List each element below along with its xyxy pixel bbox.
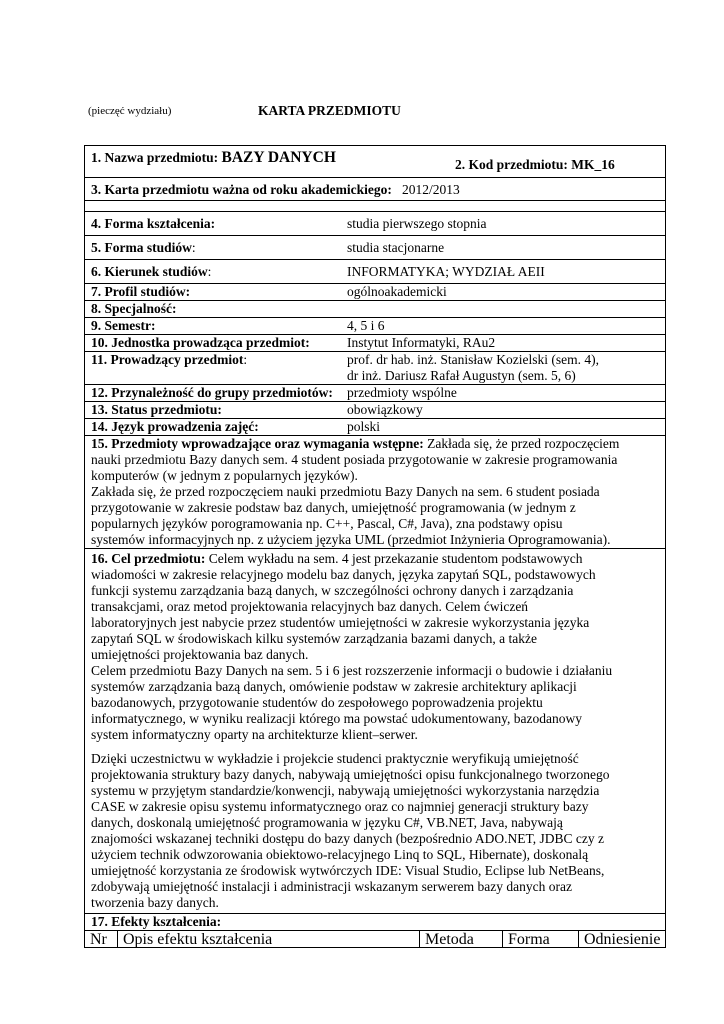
course-card-table [84,145,666,948]
field-row-group [85,384,665,401]
goal-line: Dzięki uczestnictwu w wykładzie i projekcie studenci praktycznie weryfikują umiejętność [91,751,579,766]
course-name-field [91,150,336,166]
field-value [343,301,665,317]
field-label: 5. Forma studiów [91,240,192,255]
course-name-row [85,146,665,177]
goal-line: danych, doskonalą umiejętność programowania w języku C#, VB.NET, Java, nabywają [91,815,563,830]
field-value: obowiązkowy [347,402,423,417]
goal-line: laboratoryjnych jest nabycie przez studentów umiejętności w zakresie wykorzystania języka [91,615,590,630]
field-label-wrap [85,240,343,259]
goal-line: umiejętności projektowania baz danych. [91,647,309,662]
column-header-form: Forma [502,931,578,947]
goal-line: projektowania struktury bazy danych, nabywają umiejętności opisu funkcjonalnego tworzonego [91,767,610,782]
column-header-description: Opis efektu kształcenia [117,931,419,947]
goal-line: CASE w zakresie opisu systemu informatycznego oraz co najmniej generacji struktury bazy [91,799,589,814]
validity-label: 3. Karta przedmiotu ważna od roku akademickiego: [91,182,392,197]
prerequisites-line-1 [91,436,659,452]
field-value: ogólnoakademicki [347,284,447,299]
document-title: KARTA PRZEDMIOTU [258,103,401,118]
field-label: 13. Status przedmiotu: [91,402,222,417]
field-label: 4. Forma kształcenia: [91,216,216,231]
field-value: Instytut Informatyki, RAu2 [347,335,496,350]
field-row-semester [85,317,665,334]
prerequisites-section [85,435,665,548]
goal-line: umiejętność korzystania ze środowisk wytwórczych IDE: Visual Studio, Eclipse lub NetBeans, [91,863,605,878]
field-value: przedmioty wspólne [347,385,457,400]
prerequisites-line: popularnych języków porogramowania np. C++, Pascal, C#, Java), zna podstawy opisu [91,516,563,531]
goal-line: znajomości wskazanej techniki dostępu do bazy danych (bezpośrednio ADO.NET, JDBC czy z [91,831,604,846]
goal-line: zdobywają umiejętność instalacji i administracji wskazanym serwerem bazy danych oraz [91,879,572,894]
field-label: 8. Specjalność: [91,301,177,316]
goal-line: transakcjami, oraz metod projektowania relacyjnych baz danych. Celem ćwiczeń [91,599,529,614]
field-row-status [85,401,665,418]
goal-label: 16. Cel przedmiotu: [91,551,206,566]
field-value: INFORMATYKA; WYDZIAŁ AEII [347,264,545,279]
field-label: 12. Przynależność do grupy przedmiotów: [91,385,333,400]
spacer-row [85,200,665,211]
prerequisites-line: Zakłada się, że przed rozpoczęciem nauki przedmiotu Bazy Danych na sem. 6 student posiada [91,484,600,499]
document-header [88,103,648,123]
goal-line: informatycznego, w wyniku realizacji którego ma powstać udokumentowany, bazodanowy [91,711,582,726]
goal-line: system informatyczny oparty na architekturze klient–serwer. [91,727,418,742]
prerequisites-line: komputerów (w jednym z popularnych języków). [91,468,358,483]
goal-line: zapytań SQL w środowiskach kilku systemów zarządzania bazami danych, a także [91,631,537,646]
field-row-lecturers [85,351,665,384]
field-row-unit [85,334,665,351]
prerequisites-line: przygotowanie w zakresie podstaw baz danych, umiejętność programowania (w jednym z [91,500,576,515]
field-label-wrap [85,352,343,384]
validity-value: 2012/2013 [402,182,460,197]
field-value: studia stacjonarne [347,240,445,255]
course-code: 2. Kod przedmiotu: MK_16 [455,157,615,172]
column-header-nr: Nr [90,931,107,948]
field-label: 14. Język prowadzenia zajęć: [91,419,259,434]
effects-table-header [85,930,665,947]
goal-line-1 [91,551,659,567]
prerequisites-text: Zakłada się, że przed rozpoczęciem [427,436,620,451]
goal-line: systemów zarządzania bazą danych, omówienie podstaw w zakresie architektury aplikacji [91,679,577,694]
field-row-study-form [85,235,665,259]
field-value: studia pierwszego stopnia [347,216,487,231]
lecturer-1: prof. dr hab. inż. Stanisław Kozielski (sem. 4), [347,352,599,367]
faculty-stamp-note: (pieczęć wydziału) [88,105,172,117]
field-row-education-form [85,211,665,235]
prerequisites-line: systemów informacyjnych np. z użyciem języka UML (przedmiot Inżynieria Oprogramowania). [91,532,611,547]
goal-line: Celem przedmiotu Bazy Danych na sem. 5 i 6 jest rozszerzenie informacji o budowie i działaniu [91,663,613,678]
field-label: 11. Prowadzący przedmiot [91,352,244,367]
goal-text: Celem wykładu na sem. 4 jest przekazanie studentom podstawowych [205,551,583,566]
field-label: 10. Jednostka prowadząca przedmiot: [91,335,310,350]
field-label-colon: : [207,264,212,279]
field-value-group [343,352,665,384]
field-label: 6. Kierunek studiów [91,264,208,279]
field-label-colon: : [191,240,196,255]
column-header-reference: Odniesienie [578,931,665,947]
field-row-specialty [85,300,665,317]
prerequisites-label: 15. Przedmioty wprowadzające oraz wymagania wstępne: [91,436,424,451]
goal-line: użyciem technik odwzorowania obiektowo-relacyjnego Linq to SQL, Hibernate), doskonalą [91,847,589,862]
lecturer-2: dr inż. Dariusz Rafał Augustyn (sem. 5, 6) [347,368,576,383]
paragraph-spacer [91,743,659,751]
goal-line: wiadomości w zakresie relacyjnego modelu baz danych, języka zapytań SQL, podstawowych [91,567,596,582]
goal-line: tworzenia bazy danych. [91,895,219,910]
course-name-value: BAZY DANYCH [221,149,336,166]
validity-row [85,177,665,200]
field-value: 4, 5 i 6 [347,318,385,333]
field-value: polski [347,419,381,434]
goal-line: funkcji systemu zarządzania bazą danych, w szczególności ochrony danych i zarządzania [91,583,574,598]
goal-section [85,548,665,913]
prerequisites-line: nauki przedmiotu Bazy danych sem. 4 student posiada przygotowanie w zakresie programowania [91,452,618,467]
goal-line: bazodanowych, przygotowanie studentów do zespołowego poprowadzenia projektu [91,695,543,710]
column-header-method: Metoda [419,931,502,947]
field-label-colon: : [243,352,248,367]
field-row-profile [85,283,665,300]
goal-line: systemu w przyjętym standardzie/konwencji, nabywają umiejętności wykorzystania narzędzia [91,783,600,798]
field-label: 9. Semestr: [91,318,156,333]
field-row-field-of-study [85,259,665,283]
effects-heading: 17. Efekty kształcenia: [85,913,665,930]
field-label-wrap [85,264,343,283]
field-row-language [85,418,665,435]
course-name-label: 1. Nazwa przedmiotu: [91,150,219,165]
field-label: 7. Profil studiów: [91,284,191,299]
